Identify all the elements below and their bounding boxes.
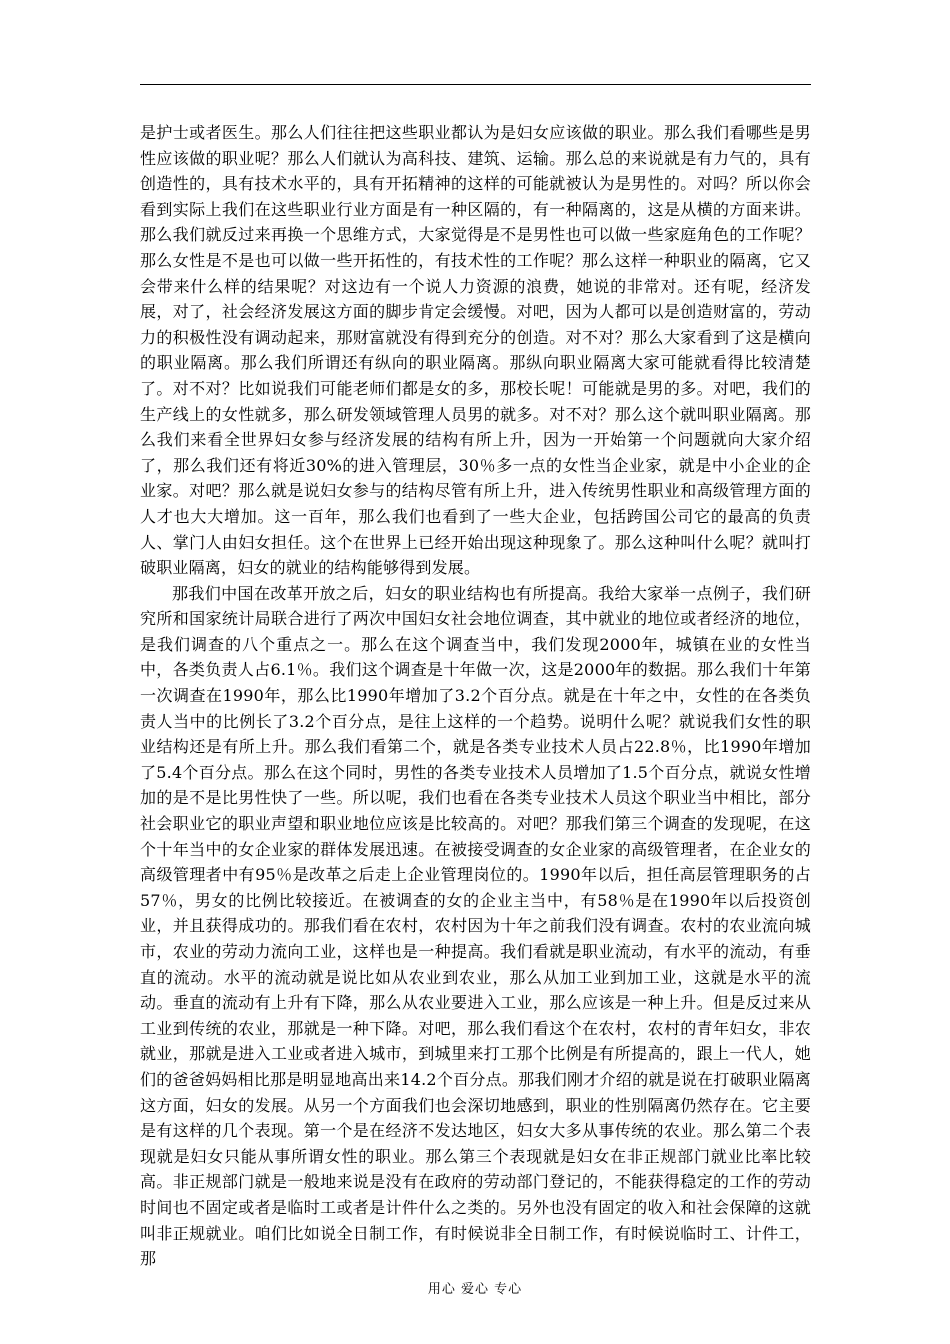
paragraph-1: 是护士或者医生。那么人们往往把这些职业都认为是妇女应该做的职业。那么我们看哪些是男性应该做的职业呢？那么人们就认为高科技、建筑、运输。那么总的来说就是有力气的，具有创造性的，具有技术水平的，具有开拓精神的这样的可能就被认为是男性的。对吗？所以你会看到实际上我们在这些职业行业方面是有一种区隔的，有一种隔离的，这是从横的方面来讲。那么我们就反过来再换一个思维方式，大家觉得是不是男性也可以做一些家庭角色的工作呢？那么女性是不是也可以做一些开拓性的，有技术性的工作呢？那么这样一种职业的隔离，它又会带来什么样的结果呢？对这边有一个说人力资源的浪费，她说的非常对。还有呢，经济发展，对了，社会经济发展这方面的脚步肯定会缓慢。对吧，因为人都可以是创造财富的，劳动力的积极性没有调动起来，那财富就没有得到充分的创造。对不对？那么大家看到了这是横向的职业隔离。那么我们所谓还有纵向的职业隔离。那纵向职业隔离大家可能就看得比较清楚了。对不对？比如说我们可能老师们都是女的多，那校长呢！可能就是男的多。对吧，我们的生产线上的女性就多，那么研发领域管理人员男的就多。对不对？那么这个就叫职业隔离。那么我们来看全世界妇女参与经济发展的结构有所上升，因为一开始第一个问题就向大家介绍了，那么我们还有将近30%的进入管理层，30％多一点的女性当企业家，就是中小企业的企业家。对吧？那么就是说妇女参与的结构尽管有所上升，进入传统男性职业和高级管理方面的人才也大大增加。这一百年，那么我们也看到了一些大企业，包括跨国公司它的最高的负责人、掌门人由妇女担任。这个在世界上已经开始出现这种现象了。那么这种叫什么呢？就叫打破职业隔离，妇女的就业的结构能够得到发展。 [140,123,811,578]
header-rule [140,84,811,85]
page-footer: 用心 爱心 专心 [427,1282,523,1297]
paragraph-2: 那我们中国在改革开放之后，妇女的职业结构也有所提高。我给大家举一点例子，我们研究所和国家统计局联合进行了两次中国妇女社会地位调查，其中就业的地位或者经济的地位，是我们调查的八个重点之一。那么在这个调查当中，我们发现2000年，城镇在业的女性当中，各类负责人占6.1％。我们这个调查是十年做一次，这是2000年的数据。那么我们十年第一次调查在1990年，那么比1990年增加了3.2个百分点。就是在十年之中，女性的在各类负责人当中的比例长了3.2个百分点，是往上这样的一个趋势。说明什么呢？就说我们女性的职业结构还是有所上升。那么我们看第二个，就是各类专业技术人员占22.8％，比1990年增加了5.4个百分点。那么在这个同时，男性的各类专业技术人员增加了1.5个百分点，就说女性增加的是不是比男性快了一些。所以呢，我们也看在各类专业技术人员这个职业当中相比，部分社会职业它的职业声望和职业地位应该是比较高的。对吧？那我们第三个调查的发现呢，在这个十年当中的女企业家的群体发展迅速。在被接受调查的女企业家的高级管理者，在企业女的高级管理者中有95％是改革之后走上企业管理岗位的。1990年以后，担任高层管理职务的占57％，男女的比例比较接近。在被调查的女的企业主当中，有58％是在1990年以后投资创业，并且获得成功的。那我们看在农村，农村因为十年之前我们没有调查。农村的农业流向城市，农业的劳动力流向工业，这样也是一种提高。我们看就是职业流动，有水平的流动，有垂直的流动。水平的流动就是说比如从农业到农业，那么从加工业到加工业，这就是水平的流动。垂直的流动有上升有下降，那么从农业要进入工业，那么应该是一种上升。但是反过来从工业到传统的农业，那就是一种下降。对吧，那么我们看这个在农村，农村的青年妇女，非农就业，那就是进入工业或者进入城市，到城里来打工那个比例是有所提高的，跟上一代人，她们的爸爸妈妈相比那是明显地高出来14.2个百分点。那我们刚才介绍的就是说在打破职业隔离这方面，妇女的发展。从另一个方面我们也会深切地感到，职业的性别隔离仍然存在。它主要是有这样的几个表现。第一个是在经济不发达地区，妇女大多从事传统的农业。那么第二个表现就是妇女只能从事所谓女性的职业。那么第三个表现就是妇女在非正规部门就业比率比较高。非正规部门就是一般地来说是没有在政府的劳动部门登记的，不能获得稳定的工作的劳动时间也不固定或者是临时工或者是计件什么之类的。另外也没有固定的收入和社会保障的这就叫非正规就业。咱们比如说全日制工作，有时候说非全日制工作，有时候说临时工、计件工，那 [140,583,811,1269]
document-body [140,120,811,1272]
